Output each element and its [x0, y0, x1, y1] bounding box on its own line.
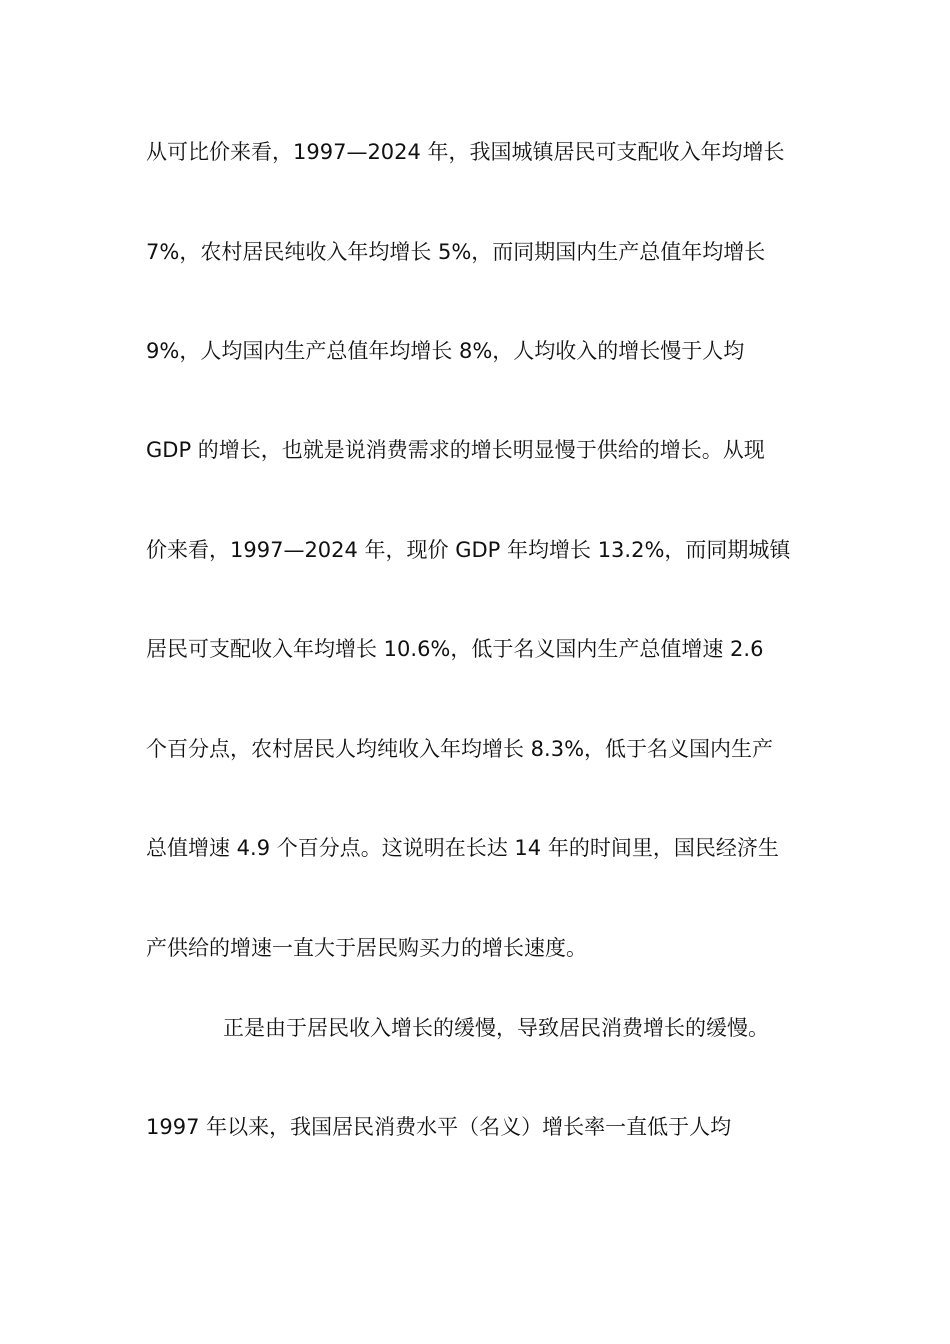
text-line: 9%，人均国内生产总值年均增长 8%，人均收入的增长慢于人均: [146, 339, 745, 363]
text-line: GDP 的增长，也就是说消费需求的增长明显慢于供给的增长。从现: [146, 438, 765, 462]
text-line: 1997 年以来，我国居民消费水平（名义）增长率一直低于人均: [146, 1115, 732, 1139]
text-line: 价来看，1997—2024 年，现价 GDP 年均增长 13.2%，而同期城镇: [146, 538, 791, 562]
text-line: 个百分点，农村居民人均纯收入年均增长 8.3%，低于名义国内生产: [146, 737, 774, 761]
text-line: 产供给的增速一直大于居民购买力的增长速度。: [146, 936, 587, 960]
text-line: 总值增速 4.9 个百分点。这说明在长达 14 年的时间里，国民经济生: [146, 836, 779, 860]
text-line: 7%，农村居民纯收入年均增长 5%，而同期国内生产总值年均增长: [146, 240, 766, 264]
text-line: 从可比价来看，1997—2024 年，我国城镇居民可支配收入年均增长: [146, 140, 785, 164]
paragraph-first-line: 正是由于居民收入增长的缓慢，导致居民消费增长的缓慢。: [223, 1016, 769, 1040]
text-line: 居民可支配收入年均增长 10.6%，低于名义国内生产总值增速 2.6: [146, 637, 764, 661]
